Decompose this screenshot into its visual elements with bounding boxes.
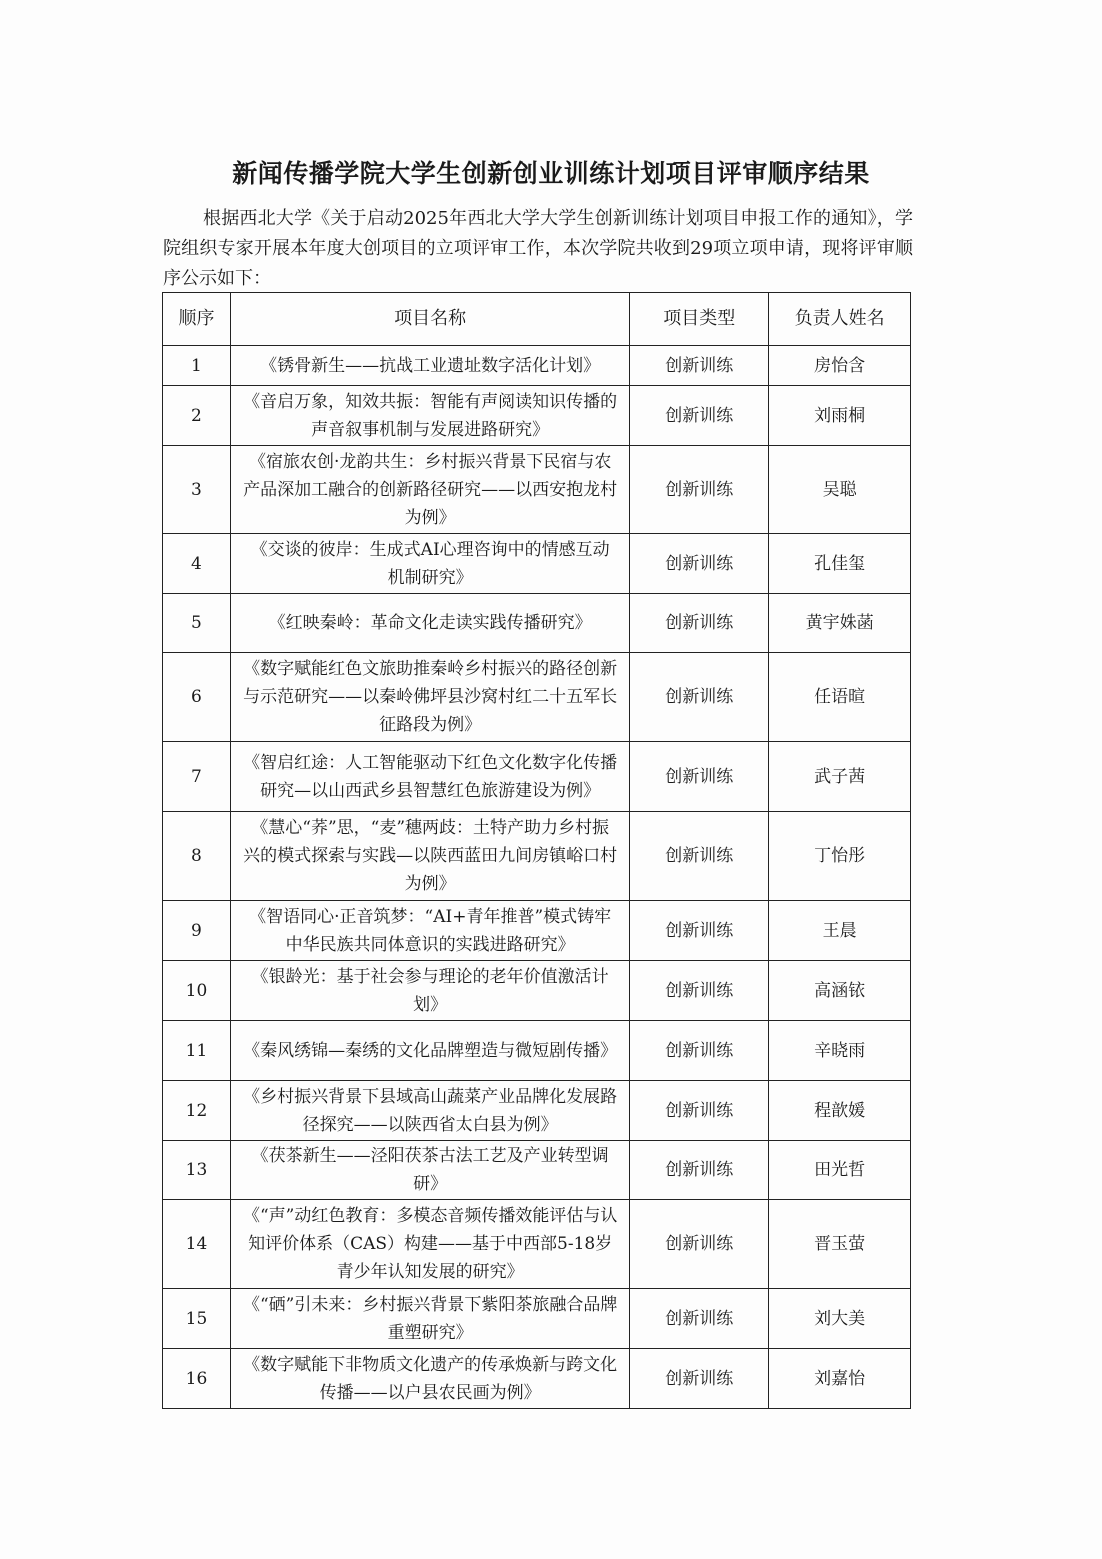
cell-order: 16 (163, 1349, 231, 1409)
cell-project-type: 创新训练 (630, 534, 769, 594)
cell-project-name: 《数字赋能下非物质文化遗产的传承焕新与跨文化传播——以户县农民画为例》 (230, 1349, 629, 1409)
cell-project-type: 创新训练 (630, 1349, 769, 1409)
cell-order: 5 (163, 594, 231, 653)
cell-owner-name: 武子茜 (769, 742, 911, 812)
table-row (163, 534, 911, 594)
cell-order: 13 (163, 1141, 231, 1200)
cell-project-type: 创新训练 (630, 346, 769, 386)
cell-order: 15 (163, 1289, 231, 1349)
cell-order: 10 (163, 961, 231, 1021)
cell-owner-name: 丁怡彤 (769, 812, 911, 901)
table-row (163, 812, 911, 901)
cell-project-name: 《“硒”引未来：乡村振兴背景下紫阳茶旅融合品牌重塑研究》 (230, 1289, 629, 1349)
cell-project-name: 《“声”动红色教育：多模态音频传播效能评估与认知评价体系（CAS）构建——基于中西部5-18岁青少年认知发展的研究》 (230, 1200, 629, 1289)
table-row (163, 1289, 911, 1349)
cell-order: 6 (163, 653, 231, 742)
header-project-name: 项目名称 (230, 293, 629, 346)
table-row (163, 346, 911, 386)
table-row (163, 1141, 911, 1200)
review-order-table (162, 292, 911, 1409)
cell-project-type: 创新训练 (630, 653, 769, 742)
cell-owner-name: 刘大美 (769, 1289, 911, 1349)
cell-owner-name: 房怡含 (769, 346, 911, 386)
cell-project-name: 《乡村振兴背景下县域高山蔬菜产业品牌化发展路径探究——以陕西省太白县为例》 (230, 1081, 629, 1141)
cell-order: 14 (163, 1200, 231, 1289)
cell-order: 2 (163, 386, 231, 446)
cell-owner-name: 刘雨桐 (769, 386, 911, 446)
cell-project-type: 创新训练 (630, 1021, 769, 1081)
cell-project-type: 创新训练 (630, 386, 769, 446)
cell-owner-name: 晋玉萤 (769, 1200, 911, 1289)
cell-order: 1 (163, 346, 231, 386)
table-row (163, 1349, 911, 1409)
cell-order: 8 (163, 812, 231, 901)
table-header-row (163, 293, 911, 346)
cell-project-type: 创新训练 (630, 446, 769, 534)
cell-owner-name: 吴聪 (769, 446, 911, 534)
cell-project-name: 《交谈的彼岸：生成式AI心理咨询中的情感互动机制研究》 (230, 534, 629, 594)
cell-project-type: 创新训练 (630, 742, 769, 812)
cell-order: 12 (163, 1081, 231, 1141)
table-row (163, 1081, 911, 1141)
table-row (163, 446, 911, 534)
cell-order: 11 (163, 1021, 231, 1081)
cell-owner-name: 任语暄 (769, 653, 911, 742)
table-row (163, 742, 911, 812)
header-project-type: 项目类型 (630, 293, 769, 346)
cell-project-name: 《智启红途：人工智能驱动下红色文化数字化传播研究—以山西武乡县智慧红色旅游建设为例》 (230, 742, 629, 812)
intro-paragraph: 根据西北大学《关于启动2025年西北大学大学生创新训练计划项目申报工作的通知》，学院组织专家开展本年度大创项目的立项评审工作，本次学院共收到29项立项申请，现将评审顺序公示如下： (163, 208, 913, 289)
cell-order: 3 (163, 446, 231, 534)
table-row (163, 961, 911, 1021)
table-row (163, 901, 911, 961)
document-title: 新闻传播学院大学生创新创业训练计划项目评审顺序结果 (232, 159, 870, 188)
cell-project-name: 《数字赋能红色文旅助推秦岭乡村振兴的路径创新与示范研究——以秦岭佛坪县沙窝村红二十五军长征路段为例》 (230, 653, 629, 742)
cell-owner-name: 程歆媛 (769, 1081, 911, 1141)
cell-project-name: 《慧心“荞”思，“麦”穗两歧：土特产助力乡村振兴的模式探索与实践—以陕西蓝田九间房镇峪口村为例》 (230, 812, 629, 901)
cell-owner-name: 辛晓雨 (769, 1021, 911, 1081)
cell-project-type: 创新训练 (630, 1141, 769, 1200)
cell-project-name: 《茯茶新生——泾阳茯茶古法工艺及产业转型调研》 (230, 1141, 629, 1200)
cell-order: 9 (163, 901, 231, 961)
table-row (163, 1021, 911, 1081)
cell-project-name: 《音启万象，知效共振：智能有声阅读知识传播的声音叙事机制与发展进路研究》 (230, 386, 629, 446)
cell-owner-name: 王晨 (769, 901, 911, 961)
cell-project-type: 创新训练 (630, 1200, 769, 1289)
cell-owner-name: 高涵铱 (769, 961, 911, 1021)
table-row (163, 1200, 911, 1289)
cell-project-type: 创新训练 (630, 961, 769, 1021)
cell-owner-name: 田光哲 (769, 1141, 911, 1200)
table-row (163, 594, 911, 653)
header-order: 顺序 (163, 293, 231, 346)
cell-project-type: 创新训练 (630, 1289, 769, 1349)
table-row (163, 386, 911, 446)
cell-owner-name: 刘嘉怡 (769, 1349, 911, 1409)
cell-order: 4 (163, 534, 231, 594)
cell-project-type: 创新训练 (630, 901, 769, 961)
cell-project-type: 创新训练 (630, 812, 769, 901)
cell-project-name: 《银龄光：基于社会参与理论的老年价值激活计划》 (230, 961, 629, 1021)
cell-project-name: 《智语同心·正音筑梦：“AI+青年推普”模式铸牢中华民族共同体意识的实践进路研究》 (230, 901, 629, 961)
cell-project-name: 《锈骨新生——抗战工业遗址数字活化计划》 (230, 346, 629, 386)
cell-project-name: 《红映秦岭：革命文化走读实践传播研究》 (230, 594, 629, 653)
cell-owner-name: 黄宇姝菡 (769, 594, 911, 653)
table-row (163, 653, 911, 742)
cell-project-name: 《宿旅农创·龙韵共生：乡村振兴背景下民宿与农产品深加工融合的创新路径研究——以西安抱龙村为例》 (230, 446, 629, 534)
cell-project-name: 《秦风绣锦—秦绣的文化品牌塑造与微短剧传播》 (230, 1021, 629, 1081)
cell-project-type: 创新训练 (630, 594, 769, 653)
cell-project-type: 创新训练 (630, 1081, 769, 1141)
cell-owner-name: 孔佳玺 (769, 534, 911, 594)
cell-order: 7 (163, 742, 231, 812)
header-owner-name: 负责人姓名 (769, 293, 911, 346)
